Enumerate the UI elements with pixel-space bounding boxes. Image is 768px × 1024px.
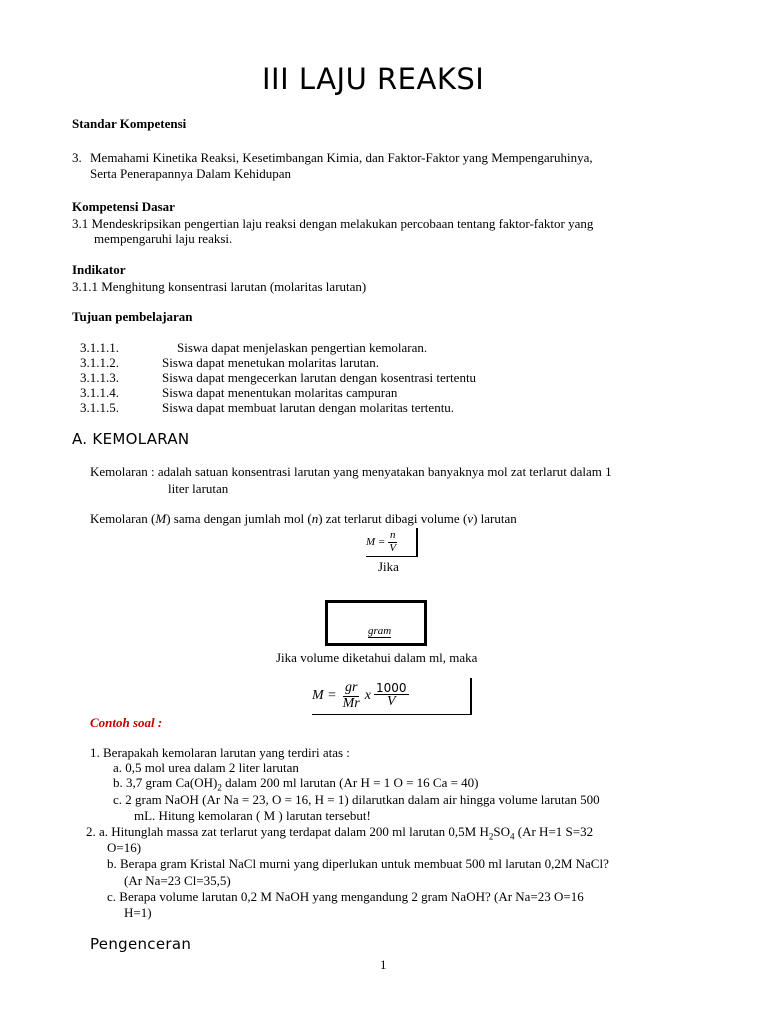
kd-line-2: mempengaruhi laju reaksi. (94, 231, 233, 246)
tujuan-text: Siswa dapat menentukan molaritas campuran (162, 385, 398, 400)
question-2c-line-2: H=1) (124, 905, 152, 920)
standar-kompetensi-heading: Standar Kompetensi (72, 116, 187, 131)
jika-volume-text: Jika volume diketahui dalam ml, maka (276, 650, 478, 665)
question-2c-line-1: c. Berapa volume larutan 0,2 M NaOH yang mengandung 2 gram NaOH? (Ar Na=23 O=16 (107, 889, 584, 904)
sk-line-2: Serta Penerapannya Dalam Kehidupan (90, 166, 292, 181)
page-title: III LAJU REAKSI (262, 62, 485, 96)
tujuan-heading: Tujuan pembelajaran (72, 309, 193, 324)
pengenceran-heading: Pengenceran (90, 935, 192, 953)
question-2b-line-1: b. Berapa gram Kristal NaCl murni yang diperlukan untuk membuat 500 ml larutan 0,2M NaCl? (107, 856, 609, 871)
tujuan-num: 3.1.1.5. (80, 400, 119, 415)
formula-box-text: gram (368, 625, 392, 637)
tujuan-num: 3.1.1.3. (80, 370, 119, 385)
question-2b-line-2: (Ar Na=23 Cl=35,5) (124, 873, 231, 888)
sk-line-1: Memahami Kinetika Reaksi, Kesetimbangan Kimia, dan Faktor-Faktor yang Mempengaruhinya, (90, 150, 593, 165)
tujuan-num: 3.1.1.4. (80, 385, 119, 400)
formula-box (325, 600, 427, 646)
contoh-soal-heading: Contoh soal : (90, 715, 163, 730)
question-2a: 2. a. Hitunglah massa zat terlarut yang terdapat dalam 200 ml larutan 0,5M $H_2SO_4$ (Ar H=1 S=32 (86, 824, 594, 842)
indikator-line-1: 3.1.1 Menghitung konsentrasi larutan (molaritas larutan) (72, 279, 367, 294)
sk-item-number: 3. (72, 150, 82, 165)
kompetensi-dasar-heading: Kompetensi Dasar (72, 199, 175, 214)
definition-line-2: liter larutan (168, 481, 229, 496)
question-1a: a. 0,5 mol urea dalam 2 liter larutan (113, 760, 299, 775)
kd-line-1: 3.1 Mendeskripsikan pengertian laju reaksi dengan melakukan percobaan tentang faktor-faktor yang (72, 216, 594, 231)
jika-label: Jika (378, 559, 399, 574)
tujuan-text: Siswa dapat menetukan molaritas larutan. (162, 355, 379, 370)
molarity-volume-formula: M = $\frac{gr}{Mr}$ x $\frac{1000}{V}$ (312, 678, 472, 715)
tujuan-text: Siswa dapat menjelaskan pengertian kemolaran. (177, 340, 428, 355)
definition-line-1: Kemolaran : adalah satuan konsentrasi larutan yang menyatakan banyaknya mol zat terlarut dalam 1 (90, 464, 612, 479)
tujuan-num: 3.1.1.2. (80, 355, 119, 370)
section-a-heading: A. KEMOLARAN (72, 430, 190, 448)
tujuan-num: 3.1.1.1. (80, 340, 119, 355)
tujuan-text: Siswa dapat membuat larutan dengan molaritas tertentu. (162, 400, 455, 415)
formula-intro: Kemolaran (M) sama dengan jumlah mol (n) zat terlarut dibagi volume (v) larutan (90, 511, 517, 526)
question-1c-line-1: c. 2 gram NaOH (Ar Na = 23, O = 16, H = 1) dilarutkan dalam air hingga volume larutan 500 (113, 792, 600, 807)
page-number: 1 (380, 957, 387, 972)
question-1c-line-2: mL. Hitung kemolaran ( M ) larutan tersebut! (134, 808, 371, 823)
molarity-formula: M = $\frac{n}{V}$ (366, 528, 418, 557)
question-2a-line-2: O=16) (107, 840, 142, 855)
tujuan-text: Siswa dapat mengecerkan larutan dengan kosentrasi tertentu (162, 370, 477, 385)
question-1: 1. Berapakah kemolaran larutan yang terdiri atas : (90, 745, 350, 760)
indikator-heading: Indikator (72, 262, 126, 277)
question-1b: b. 3,7 gram $Ca(OH)_2$ dalam 200 ml larutan (Ar H = 1 O = 16 Ca = 40) (113, 775, 479, 793)
